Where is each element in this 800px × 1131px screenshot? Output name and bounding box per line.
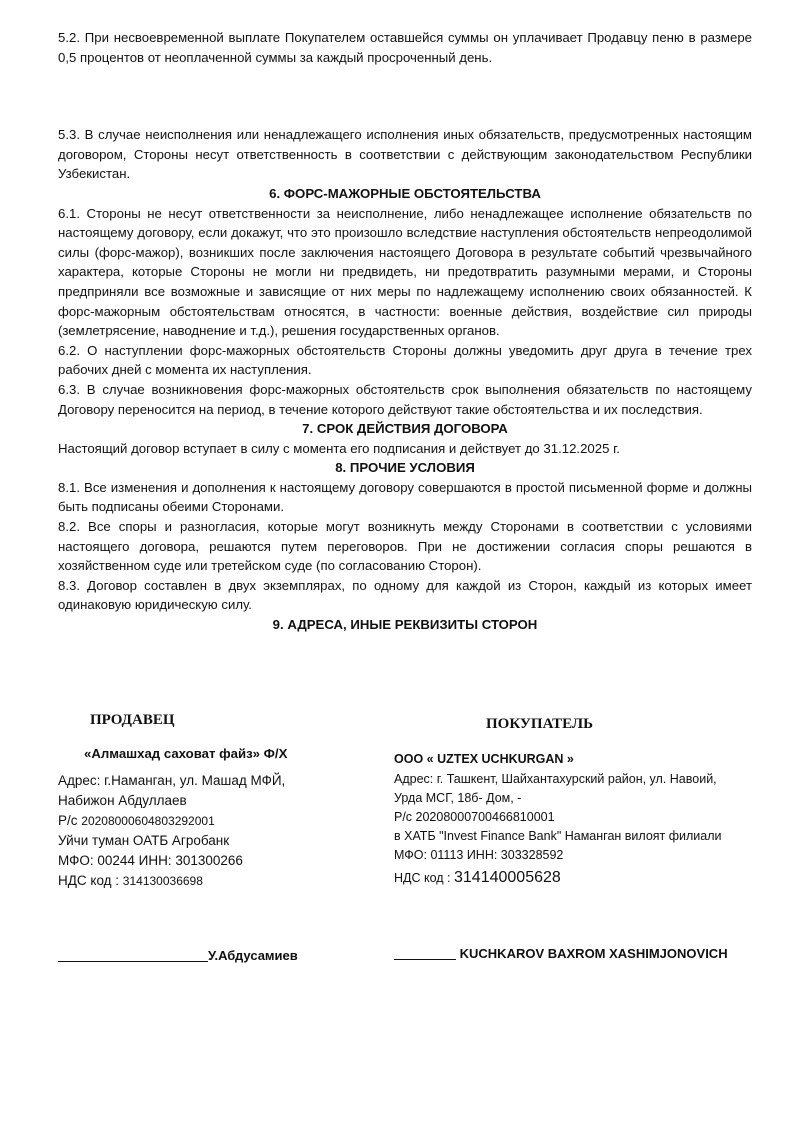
seller-vat-code: 314130036698 [122, 874, 203, 888]
buyer-address-line-1: Адрес: г. Ташкент, Шайхантахурский район, ул. Навоий, [394, 772, 717, 786]
seller-vat-label: НДС код : [58, 873, 123, 888]
buyer-signature-underline [394, 946, 456, 960]
buyer-bank: в ХАТБ "Invest Finance Bank" Наманган вилоят филиали [394, 829, 722, 843]
buyer-signature-line [394, 946, 728, 961]
clause-6-2: 6.2. О наступлении форс-мажорных обстоятельств Стороны должны уведомить друг друга в течение трех рабочих дней с момента их наступления. [58, 342, 752, 378]
clause-6-1: 6.1. Стороны не несут ответственности за неисполнение, либо ненадлежащее исполнение обязательств по настоящему договору, если докажут, что это произошло вследствие наступления обстоятельств непреодолимой силы (форс-мажор), возникших после заключения настоящего Договора в результате событий чрезвычайного характера, которые Стороны не могли ни предвидеть, ни предотвратить разумными мерами, и Стороны предприняли все возможные и зависящие от них меры по надлежащему исполнению своих обязанностей. К форс-мажорным обстоятельствам относятся, в частности: военные действия, воздействие сил природы (землетрясение, наводнение и т.д.), решения государственных органов. [58, 205, 752, 339]
seller-address-line-1: Адрес: г.Наманган, ул. Машад МФЙ, [58, 773, 286, 788]
clause-5-2: 5.2. При несвоевременной выплате Покупателем оставшейся суммы он уплачивает Продавцу пеню в размере 0,5 процентов от неоплаченной суммы за каждый просроченный день. [58, 30, 752, 65]
section-9-title: 9. АДРЕСА, ИНЫЕ РЕКВИЗИТЫ СТОРОН [272, 617, 538, 633]
seller-vat-row [58, 871, 285, 891]
seller-details [58, 771, 285, 891]
clause-7-1: Настоящий договор вступает в силу с момента его подписания и действует до 31.12.2025 г. [58, 440, 620, 456]
buyer-address-line-2: Урда МСГ, 18б- Дом, - [394, 791, 522, 805]
section-6-title: 6. ФОРС-МАЖОРНЫЕ ОБСТОЯТЕЛЬСТВА [269, 185, 541, 201]
buyer-mfo-inn: МФО: 01113 ИНН: 303328592 [394, 848, 564, 862]
clause-5-3: 5.3. В случае неисполнения или ненадлежащего исполнения иных обязательств, предусмотренных настоящим договором, Стороны несут ответственность в соответствии с действующим законодательством Республики Узбекистан. [58, 127, 752, 182]
clause-6-3: 6.3. В случае возникновения форс-мажорных обстоятельств срок выполнения обязательств по настоящему Договору переносится на период, в течение которого действуют такие обстоятельства и их последствия. [58, 381, 752, 417]
seller-account-label: Р/с [58, 813, 82, 828]
seller-bank: Уйчи туман ОАТБ Агробанк [58, 833, 230, 848]
clause-8-1: 8.1. Все изменения и дополнения к настоящему договору совершаются в простой письменной форме и должны быть подписаны обеими Сторонами. [58, 479, 752, 515]
buyer-name: ООО « UZTEX UCHKURGAN » [394, 752, 574, 766]
buyer-vat-label: НДС код : [394, 871, 454, 885]
seller-account-number: 20208000604803292001 [81, 814, 215, 828]
clause-8-2: 8.2. Все споры и разногласия, которые могут возникнуть между Сторонами в соответствии с условиями настоящего договора, решаются путем переговоров. При не достижении согласия споры решаются в хозяйственном суде или третейском суде (по согласованию Сторон). [58, 519, 752, 574]
buyer-details [394, 770, 722, 888]
seller-signature-line [58, 948, 298, 963]
buyer-vat-row [394, 868, 722, 888]
seller-address-line-2: Набижон Абдуллаев [58, 793, 187, 808]
seller-name: «Алмашхад саховат файз» Ф/Х [84, 746, 288, 761]
seller-mfo-inn: МФО: 00244 ИНН: 301300266 [58, 853, 243, 868]
buyer-vat-code: 314140005628 [454, 869, 561, 886]
buyer-account: Р/с 20208000700466810001 [394, 810, 555, 824]
seller-heading: ПРОДАВЕЦ [90, 712, 175, 728]
clause-8-3: 8.3. Договор составлен в двух экземплярах, по одному для каждой из Сторон, каждый из которых имеет одинаковую юридическую силу. [58, 577, 752, 613]
buyer-signer-name: KUCHKAROV BAXROM XASHIMJONOVICH [459, 946, 728, 961]
seller-signer-name: У.Абдусамиев [208, 948, 298, 963]
seller-account-row [58, 811, 285, 831]
seller-signature-underline [58, 948, 208, 962]
section-8-title: 8. ПРОЧИЕ УСЛОВИЯ [335, 460, 475, 476]
buyer-heading: ПОКУПАТЕЛЬ [486, 716, 594, 732]
section-7-title: 7. СРОК ДЕЙСТВИЯ ДОГОВОРА [302, 421, 508, 437]
